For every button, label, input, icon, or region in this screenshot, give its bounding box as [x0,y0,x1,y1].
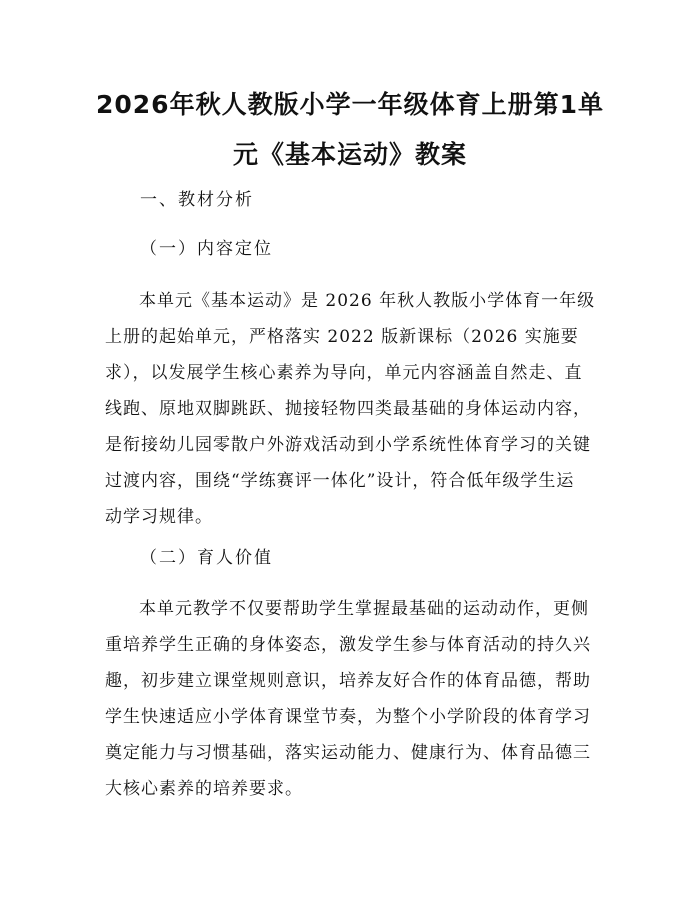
paragraph-line: 奠定能力与习惯基础，落实运动能力、健康行为、体育品德三 [105,743,591,763]
title-line-2: 元《基本运动》教案 [232,140,467,169]
paragraph-line: 大核心素养的培养要求。 [105,779,303,799]
paragraph-educational-value [105,591,605,807]
paragraph-content-positioning [105,283,605,535]
paragraph-line: 上册的起始单元，严格落实 2022 版新课标（2026 实施要 [105,327,579,347]
paragraph-line: 重培养学生正确的身体姿态，激发学生参与体育活动的持久兴 [105,635,591,655]
paragraph-line: 是衔接幼儿园零散户外游戏活动到小学系统性体育学习的关键 [105,435,591,455]
paragraph-line: 学生快速适应小学体育课堂节奏，为整个小学阶段的体育学习 [105,707,591,727]
paragraph-line: 本单元教学不仅要帮助学生掌握最基础的运动动作，更侧 [139,599,589,619]
paragraph-line: 动学习规律。 [105,507,213,527]
paragraph-line: 过渡内容，围绕“学练赛评一体化”设计，符合低年级学生运 [105,471,575,491]
section-heading-1: 一、教材分析 [140,190,254,210]
title-line-1: 2026年秋人教版小学一年级体育上册第1单 [96,90,604,119]
paragraph-line: 趣，初步建立课堂规则意识，培养友好合作的体育品德，帮助 [105,671,591,691]
paragraph-line: 线跑、原地双脚跳跃、抛接轻物四类最基础的身体运动内容， [105,399,591,419]
subsection-heading-2: （二）育人价值 [140,548,273,568]
document-title [60,80,640,180]
paragraph-line: 本单元《基本运动》是 2026 年秋人教版小学体育一年级 [139,291,596,311]
paragraph-line: 求），以发展学生核心素养为导向，单元内容涵盖自然走、直 [105,363,583,383]
subsection-heading-1: （一）内容定位 [140,239,273,259]
